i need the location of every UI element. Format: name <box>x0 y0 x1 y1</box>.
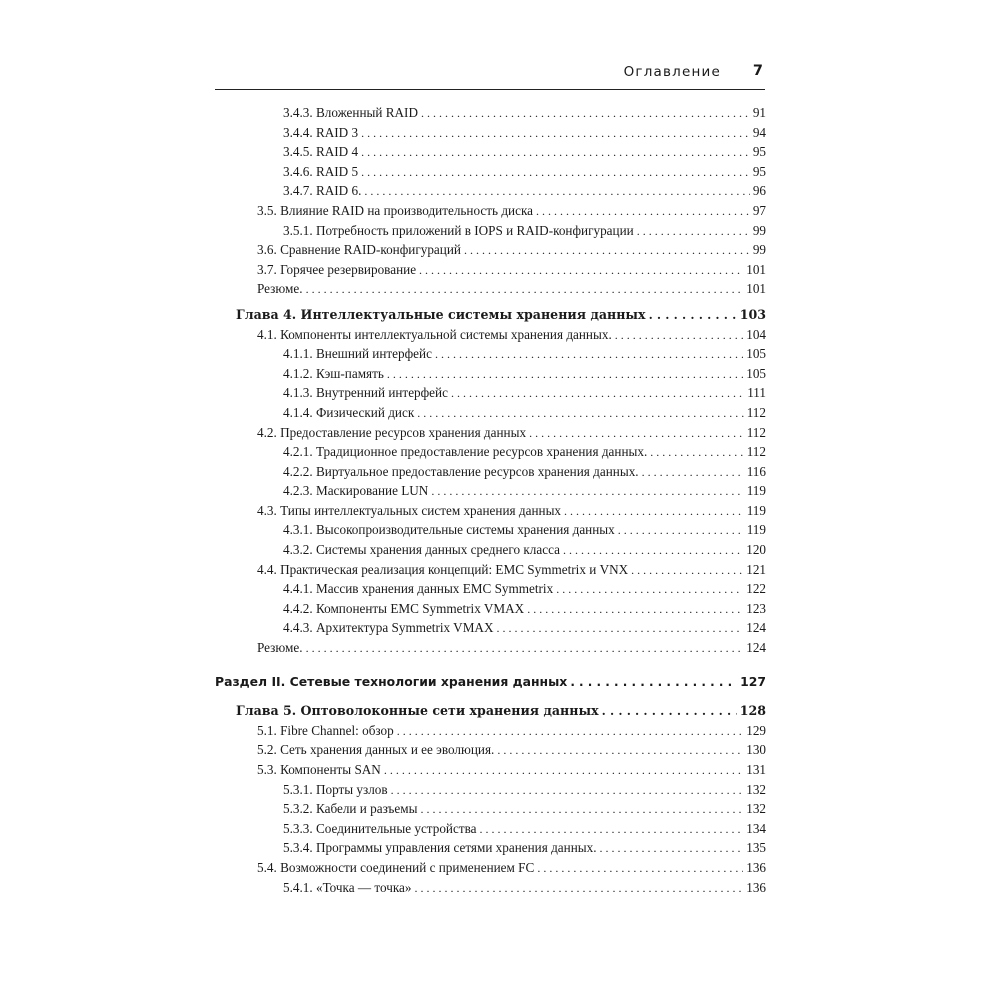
toc-entry-page: 95 <box>752 163 766 179</box>
toc-entry-page: 136 <box>746 859 766 875</box>
toc-entry[interactable] <box>215 181 766 201</box>
dot-leader <box>564 502 744 522</box>
toc-entry-title: 4.1. Компоненты интеллектуальной системы хранения данных. <box>257 326 612 342</box>
toc-entry-title: 5.3.2. Кабели и разъемы <box>283 801 418 817</box>
toc-entry[interactable] <box>215 279 766 299</box>
toc-entry-page: 91 <box>752 105 766 120</box>
toc-entry[interactable] <box>215 260 766 280</box>
toc-entry-page: 124 <box>746 620 766 636</box>
toc-entry-title: 4.1.2. Кэш-память <box>283 365 384 381</box>
toc-entry[interactable] <box>215 240 766 260</box>
toc-entry-title: 3.4.3. Вложенный RAID <box>283 105 418 120</box>
dot-leader <box>527 600 743 620</box>
dot-leader <box>496 619 743 639</box>
toc-entry-page: 101 <box>746 261 766 277</box>
toc-entry[interactable] <box>215 123 766 143</box>
toc-entry[interactable] <box>215 579 766 599</box>
dot-leader <box>361 143 750 163</box>
toc-entry-page: 119 <box>746 483 766 499</box>
toc-entry-page: 130 <box>746 742 766 758</box>
toc-entry[interactable] <box>215 721 766 741</box>
toc-part-entry[interactable] <box>215 672 766 692</box>
toc-entry-title: 5.3. Компоненты SAN <box>257 762 381 777</box>
toc-entry-title: 4.1.1. Внешний интерфейс <box>283 346 432 362</box>
toc-entry[interactable] <box>215 540 766 560</box>
dot-leader <box>649 306 737 326</box>
toc-entry[interactable] <box>215 858 766 878</box>
dot-leader <box>451 384 744 404</box>
toc-entry-page: 119 <box>746 522 766 538</box>
toc-entry-page: 131 <box>746 762 766 777</box>
toc-entry-page: 112 <box>746 444 766 460</box>
dot-leader <box>417 404 743 424</box>
toc-entry[interactable] <box>215 819 766 839</box>
page-number: 7 <box>752 63 763 79</box>
toc-entry-page: 112 <box>746 424 766 440</box>
dot-leader <box>387 365 743 385</box>
toc-entry-page: 122 <box>746 581 766 597</box>
toc-entry-page: 99 <box>752 222 766 238</box>
page-header <box>215 64 765 86</box>
toc-entry-title: Резюме. <box>257 281 303 297</box>
toc-entry[interactable] <box>215 618 766 638</box>
toc-entry[interactable] <box>215 325 766 345</box>
toc-entry[interactable] <box>215 462 766 482</box>
dot-leader <box>306 280 744 300</box>
toc-entry-page: 95 <box>752 144 766 160</box>
dot-leader <box>600 839 744 859</box>
dot-leader <box>618 521 744 541</box>
toc-entry-title: 5.1. Fibre Channel: обзор <box>257 722 394 738</box>
dot-leader <box>364 182 749 202</box>
toc-entry-page: 101 <box>746 281 766 297</box>
toc-entry-title: 4.2.3. Маскирование LUN <box>283 483 429 499</box>
toc-entry-page: 136 <box>746 879 766 895</box>
toc-entry-title: 3.4.6. RAID 5 <box>283 163 359 179</box>
toc-chapter-entry[interactable] <box>215 305 766 325</box>
toc-entry-page: 123 <box>746 600 766 616</box>
toc-entry-title: 4.4.1. Массив хранения данных EMC Symmetrix <box>283 581 554 597</box>
toc-entry-title: 4.3.2. Системы хранения данных среднего класса <box>283 542 560 558</box>
toc-entry-page: 96 <box>752 183 766 199</box>
toc-entry[interactable] <box>215 838 766 858</box>
toc-entry[interactable] <box>215 162 766 182</box>
toc-entry[interactable] <box>215 103 766 123</box>
dot-leader <box>361 124 750 144</box>
toc-entry[interactable] <box>215 142 766 162</box>
dot-leader <box>421 104 750 124</box>
toc-entry-page: 104 <box>746 326 766 342</box>
toc-entry[interactable] <box>215 481 766 501</box>
dot-leader <box>615 326 743 346</box>
dot-leader <box>570 673 737 693</box>
toc-entry-title: 5.3.4. Программы управления сетями хранения данных. <box>283 840 597 856</box>
dot-leader <box>563 541 743 561</box>
toc-entry-title: 3.4.7. RAID 6. <box>283 183 362 199</box>
toc-entry-title: 5.2. Сеть хранения данных и ее эволюция. <box>257 742 495 758</box>
running-title: Оглавление <box>623 64 721 80</box>
dot-leader <box>480 820 744 840</box>
toc-entry-title: 4.2.1. Традиционное предоставление ресурсов хранения данных. <box>283 444 648 460</box>
toc-entry-page: 94 <box>752 124 766 140</box>
toc-entry[interactable] <box>215 760 766 780</box>
toc-entry-title: 5.3.1. Порты узлов <box>283 781 388 797</box>
toc-entry-page: 116 <box>746 463 766 479</box>
toc-entry-title: 4.4.3. Архитектура Symmetrix VMAX <box>283 620 494 636</box>
toc-entry-title: 4.4. Практическая реализация концепций: EMC Symmetrix и VNX <box>257 561 629 577</box>
toc-entry-page: 119 <box>746 502 766 518</box>
dot-leader <box>435 345 743 365</box>
toc-entry-title: 4.4.2. Компоненты EMC Symmetrix VMAX <box>283 600 525 616</box>
toc-entry-page: 112 <box>746 404 766 420</box>
toc-entry-page: 103 <box>739 306 766 322</box>
dot-leader <box>529 424 744 444</box>
toc-entry-title: Резюме. <box>257 640 303 656</box>
dot-leader <box>637 222 750 242</box>
toc-spacer <box>215 691 766 701</box>
toc-entry-page: 120 <box>746 542 766 558</box>
toc-entry-title: 5.4. Возможности соединений с применением FC <box>257 859 535 875</box>
dot-leader <box>419 261 743 281</box>
toc-entry-page: 99 <box>752 242 766 258</box>
dot-leader <box>537 859 743 879</box>
toc-entry-page: 129 <box>746 722 766 738</box>
toc-entry-page: 121 <box>746 561 766 577</box>
dot-leader <box>464 241 750 261</box>
toc-entry-title: Глава 5. Оптоволоконные сети хранения данных <box>236 703 599 719</box>
dot-leader <box>361 163 750 183</box>
toc-entry-title: 4.1.3. Внутренний интерфейс <box>283 385 448 401</box>
toc-entry[interactable] <box>215 520 766 540</box>
toc-entry-title: 4.2.2. Виртуальное предоставление ресурсов хранения данных. <box>283 463 639 479</box>
dot-leader <box>397 722 743 742</box>
dot-leader <box>431 482 743 502</box>
toc-entry-page: 135 <box>746 840 766 856</box>
dot-leader <box>602 702 737 722</box>
toc-entry-title: 3.5. Влияние RAID на производительность диска <box>257 202 534 218</box>
toc-entry[interactable] <box>215 423 766 443</box>
toc-entry[interactable] <box>215 740 766 760</box>
toc-entry-title: 3.7. Горячее резервирование <box>257 261 417 277</box>
toc-entry[interactable] <box>215 501 766 521</box>
toc-entry-page: 97 <box>752 202 766 218</box>
toc-entry-page: 132 <box>746 801 766 817</box>
toc-entry[interactable] <box>215 201 766 221</box>
toc-entry[interactable] <box>215 383 766 403</box>
toc-spacer <box>215 658 766 672</box>
dot-leader <box>556 580 743 600</box>
table-of-contents <box>215 103 766 897</box>
toc-entry-title: 4.3. Типы интеллектуальных систем хранения данных <box>257 502 562 518</box>
toc-entry[interactable] <box>215 560 766 580</box>
toc-entry-title: 5.3.3. Соединительные устройства <box>283 820 477 836</box>
toc-entry[interactable] <box>215 799 766 819</box>
toc-chapter-entry[interactable] <box>215 701 766 721</box>
toc-entry-title: 4.2. Предоставление ресурсов хранения данных <box>257 424 527 440</box>
toc-entry[interactable] <box>215 221 766 241</box>
toc-entry[interactable] <box>215 638 766 658</box>
dot-leader <box>414 879 743 899</box>
header-rule <box>215 89 765 90</box>
dot-leader <box>497 741 743 761</box>
toc-entry[interactable] <box>215 364 766 384</box>
dot-leader <box>420 800 743 820</box>
toc-entry-title: 3.5.1. Потребность приложений в IOPS и RAID-конфигурации <box>283 222 634 238</box>
toc-entry-page: 132 <box>746 781 766 797</box>
dot-leader <box>384 761 743 781</box>
toc-entry-title: 3.4.4. RAID 3 <box>283 124 359 140</box>
toc-entry-title: 3.4.5. RAID 4 <box>283 144 359 160</box>
toc-entry-title: 4.1.4. Физический диск <box>283 404 415 420</box>
toc-entry-page: 111 <box>747 385 766 401</box>
toc-entry[interactable] <box>215 599 766 619</box>
toc-entry-page: 127 <box>740 673 766 689</box>
toc-entry-title: 3.6. Сравнение RAID-конфигураций <box>257 242 461 258</box>
toc-entry[interactable] <box>215 442 766 462</box>
toc-entry-page: 128 <box>739 703 766 719</box>
dot-leader <box>391 781 744 801</box>
toc-entry[interactable] <box>215 780 766 800</box>
toc-entry-title: Глава 4. Интеллектуальные системы хранения данных <box>236 306 646 322</box>
toc-entry-title: 4.3.1. Высокопроизводительные системы хранения данных <box>283 522 615 538</box>
toc-entry[interactable] <box>215 344 766 364</box>
toc-entry[interactable] <box>215 878 766 898</box>
toc-entry-page: 105 <box>746 346 766 362</box>
dot-leader <box>631 561 743 581</box>
dot-leader <box>536 202 750 222</box>
toc-entry-page: 134 <box>746 820 766 836</box>
toc-entry-page: 105 <box>746 365 766 381</box>
toc-entry-page: 124 <box>746 640 766 656</box>
dot-leader <box>306 639 744 659</box>
dot-leader <box>650 443 743 463</box>
toc-entry-title: 5.4.1. «Точка — точка» <box>283 879 412 895</box>
toc-entry[interactable] <box>215 403 766 423</box>
toc-entry-title: Раздел II. Сетевые технологии хранения данных <box>215 673 568 689</box>
dot-leader <box>642 463 744 483</box>
